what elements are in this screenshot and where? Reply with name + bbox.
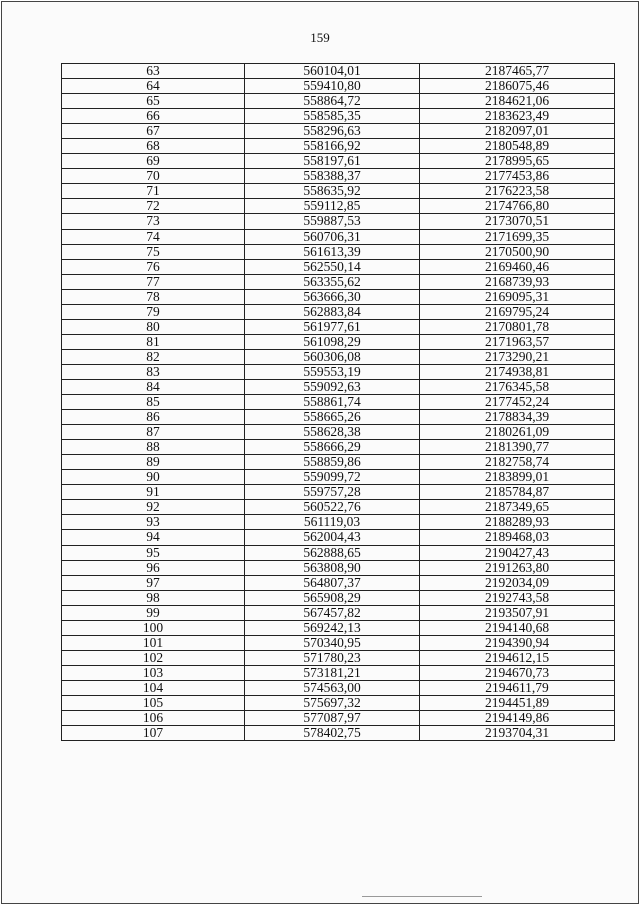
point-number-cell: 85 [62,395,245,410]
x-coordinate-cell: 558296,63 [245,124,420,139]
y-coordinate-cell: 2194670,73 [420,665,615,680]
y-coordinate-cell: 2176345,58 [420,379,615,394]
table-row [62,485,615,500]
table-row [62,94,615,109]
y-coordinate-cell: 2180548,89 [420,139,615,154]
y-coordinate-cell: 2183899,01 [420,470,615,485]
table-row [62,650,615,665]
x-coordinate-cell: 558861,74 [245,395,420,410]
y-coordinate-cell: 2192034,09 [420,575,615,590]
point-number-cell: 87 [62,425,245,440]
x-coordinate-cell: 570340,95 [245,635,420,650]
y-coordinate-cell: 2176223,58 [420,184,615,199]
x-coordinate-cell: 569242,13 [245,620,420,635]
y-coordinate-cell: 2187349,65 [420,500,615,515]
table-row [62,500,615,515]
table-row [62,244,615,259]
point-number-cell: 82 [62,349,245,364]
table-row [62,680,615,695]
table-row [62,545,615,560]
x-coordinate-cell: 564807,37 [245,575,420,590]
x-coordinate-cell: 558864,72 [245,94,420,109]
y-coordinate-cell: 2173290,21 [420,349,615,364]
x-coordinate-cell: 561119,03 [245,515,420,530]
point-number-cell: 106 [62,711,245,726]
table-row [62,184,615,199]
x-coordinate-cell: 558665,26 [245,410,420,425]
table-row [62,64,615,79]
y-coordinate-cell: 2173070,51 [420,214,615,229]
table-row [62,726,615,741]
table-row [62,410,615,425]
table-row [62,455,615,470]
y-coordinate-cell: 2185784,87 [420,485,615,500]
table-row [62,470,615,485]
point-number-cell: 77 [62,274,245,289]
table-row [62,334,615,349]
x-coordinate-cell: 561098,29 [245,334,420,349]
y-coordinate-cell: 2186075,46 [420,79,615,94]
point-number-cell: 102 [62,650,245,665]
x-coordinate-cell: 559099,72 [245,470,420,485]
x-coordinate-cell: 565908,29 [245,590,420,605]
x-coordinate-cell: 578402,75 [245,726,420,741]
point-number-cell: 89 [62,455,245,470]
y-coordinate-cell: 2194451,89 [420,695,615,710]
x-coordinate-cell: 559112,85 [245,199,420,214]
table-row [62,560,615,575]
y-coordinate-cell: 2194390,94 [420,635,615,650]
point-number-cell: 88 [62,440,245,455]
point-number-cell: 67 [62,124,245,139]
table-row [62,259,615,274]
y-coordinate-cell: 2169095,31 [420,289,615,304]
table-row [62,395,615,410]
x-coordinate-cell: 559092,63 [245,379,420,394]
point-number-cell: 78 [62,289,245,304]
table-row [62,154,615,169]
point-number-cell: 99 [62,605,245,620]
x-coordinate-cell: 558628,38 [245,425,420,440]
y-coordinate-cell: 2177453,86 [420,169,615,184]
table-row [62,575,615,590]
point-number-cell: 75 [62,244,245,259]
y-coordinate-cell: 2192743,58 [420,590,615,605]
point-number-cell: 84 [62,379,245,394]
x-coordinate-cell: 561977,61 [245,319,420,334]
point-number-cell: 71 [62,184,245,199]
table-row [62,319,615,334]
table-row [62,274,615,289]
x-coordinate-cell: 559410,80 [245,79,420,94]
point-number-cell: 83 [62,364,245,379]
y-coordinate-cell: 2169460,46 [420,259,615,274]
table-row [62,695,615,710]
point-number-cell: 97 [62,575,245,590]
x-coordinate-cell: 560104,01 [245,64,420,79]
point-number-cell: 69 [62,154,245,169]
y-coordinate-cell: 2194611,79 [420,680,615,695]
x-coordinate-cell: 575697,32 [245,695,420,710]
point-number-cell: 107 [62,726,245,741]
table-row [62,379,615,394]
table-row [62,530,615,545]
y-coordinate-cell: 2193704,31 [420,726,615,741]
table-row [62,349,615,364]
point-number-cell: 91 [62,485,245,500]
y-coordinate-cell: 2180261,09 [420,425,615,440]
point-number-cell: 95 [62,545,245,560]
point-number-cell: 105 [62,695,245,710]
x-coordinate-cell: 560306,08 [245,349,420,364]
x-coordinate-cell: 562883,84 [245,304,420,319]
y-coordinate-cell: 2178834,39 [420,410,615,425]
point-number-cell: 79 [62,304,245,319]
x-coordinate-cell: 574563,00 [245,680,420,695]
x-coordinate-cell: 558635,92 [245,184,420,199]
x-coordinate-cell: 558859,86 [245,455,420,470]
table-row [62,590,615,605]
y-coordinate-cell: 2190427,43 [420,545,615,560]
y-coordinate-cell: 2194612,15 [420,650,615,665]
coordinates-table [61,63,615,741]
point-number-cell: 70 [62,169,245,184]
point-number-cell: 76 [62,259,245,274]
point-number-cell: 92 [62,500,245,515]
footer-rule [362,896,482,897]
table-row [62,79,615,94]
table-row [62,289,615,304]
page-number: 159 [310,30,330,45]
table-row [62,515,615,530]
table-row [62,364,615,379]
y-coordinate-cell: 2170801,78 [420,319,615,334]
x-coordinate-cell: 559757,28 [245,485,420,500]
x-coordinate-cell: 558585,35 [245,109,420,124]
table-row [62,214,615,229]
point-number-cell: 68 [62,139,245,154]
point-number-cell: 100 [62,620,245,635]
x-coordinate-cell: 573181,21 [245,665,420,680]
table-row [62,711,615,726]
point-number-cell: 64 [62,79,245,94]
y-coordinate-cell: 2182758,74 [420,455,615,470]
y-coordinate-cell: 2194149,86 [420,711,615,726]
x-coordinate-cell: 563666,30 [245,289,420,304]
y-coordinate-cell: 2178995,65 [420,154,615,169]
y-coordinate-cell: 2183623,49 [420,109,615,124]
y-coordinate-cell: 2177452,24 [420,395,615,410]
table-row [62,635,615,650]
point-number-cell: 66 [62,109,245,124]
y-coordinate-cell: 2181390,77 [420,440,615,455]
point-number-cell: 74 [62,229,245,244]
y-coordinate-cell: 2184621,06 [420,94,615,109]
y-coordinate-cell: 2191263,80 [420,560,615,575]
point-number-cell: 72 [62,199,245,214]
table-row [62,304,615,319]
table-row [62,109,615,124]
y-coordinate-cell: 2169795,24 [420,304,615,319]
y-coordinate-cell: 2171699,35 [420,229,615,244]
table-row [62,665,615,680]
coordinates-table-body [62,64,615,741]
point-number-cell: 98 [62,590,245,605]
table-row [62,425,615,440]
point-number-cell: 101 [62,635,245,650]
point-number-cell: 63 [62,64,245,79]
y-coordinate-cell: 2182097,01 [420,124,615,139]
table-row [62,139,615,154]
x-coordinate-cell: 577087,97 [245,711,420,726]
point-number-cell: 73 [62,214,245,229]
y-coordinate-cell: 2171963,57 [420,334,615,349]
y-coordinate-cell: 2193507,91 [420,605,615,620]
point-number-cell: 103 [62,665,245,680]
point-number-cell: 65 [62,94,245,109]
x-coordinate-cell: 563355,62 [245,274,420,289]
y-coordinate-cell: 2194140,68 [420,620,615,635]
table-row [62,169,615,184]
x-coordinate-cell: 559887,53 [245,214,420,229]
x-coordinate-cell: 562550,14 [245,259,420,274]
x-coordinate-cell: 558666,29 [245,440,420,455]
point-number-cell: 86 [62,410,245,425]
point-number-cell: 96 [62,560,245,575]
point-number-cell: 90 [62,470,245,485]
x-coordinate-cell: 571780,23 [245,650,420,665]
y-coordinate-cell: 2174766,80 [420,199,615,214]
x-coordinate-cell: 559553,19 [245,364,420,379]
table-row [62,440,615,455]
table-row [62,605,615,620]
point-number-cell: 93 [62,515,245,530]
x-coordinate-cell: 561613,39 [245,244,420,259]
point-number-cell: 104 [62,680,245,695]
y-coordinate-cell: 2170500,90 [420,244,615,259]
document-page [1,1,639,904]
point-number-cell: 81 [62,334,245,349]
x-coordinate-cell: 558166,92 [245,139,420,154]
x-coordinate-cell: 563808,90 [245,560,420,575]
x-coordinate-cell: 562888,65 [245,545,420,560]
x-coordinate-cell: 560522,76 [245,500,420,515]
table-row [62,199,615,214]
x-coordinate-cell: 558388,37 [245,169,420,184]
table-row [62,124,615,139]
point-number-cell: 94 [62,530,245,545]
y-coordinate-cell: 2174938,81 [420,364,615,379]
y-coordinate-cell: 2187465,77 [420,64,615,79]
y-coordinate-cell: 2188289,93 [420,515,615,530]
point-number-cell: 80 [62,319,245,334]
table-row [62,620,615,635]
x-coordinate-cell: 560706,31 [245,229,420,244]
y-coordinate-cell: 2168739,93 [420,274,615,289]
table-row [62,229,615,244]
x-coordinate-cell: 567457,82 [245,605,420,620]
x-coordinate-cell: 562004,43 [245,530,420,545]
x-coordinate-cell: 558197,61 [245,154,420,169]
y-coordinate-cell: 2189468,03 [420,530,615,545]
